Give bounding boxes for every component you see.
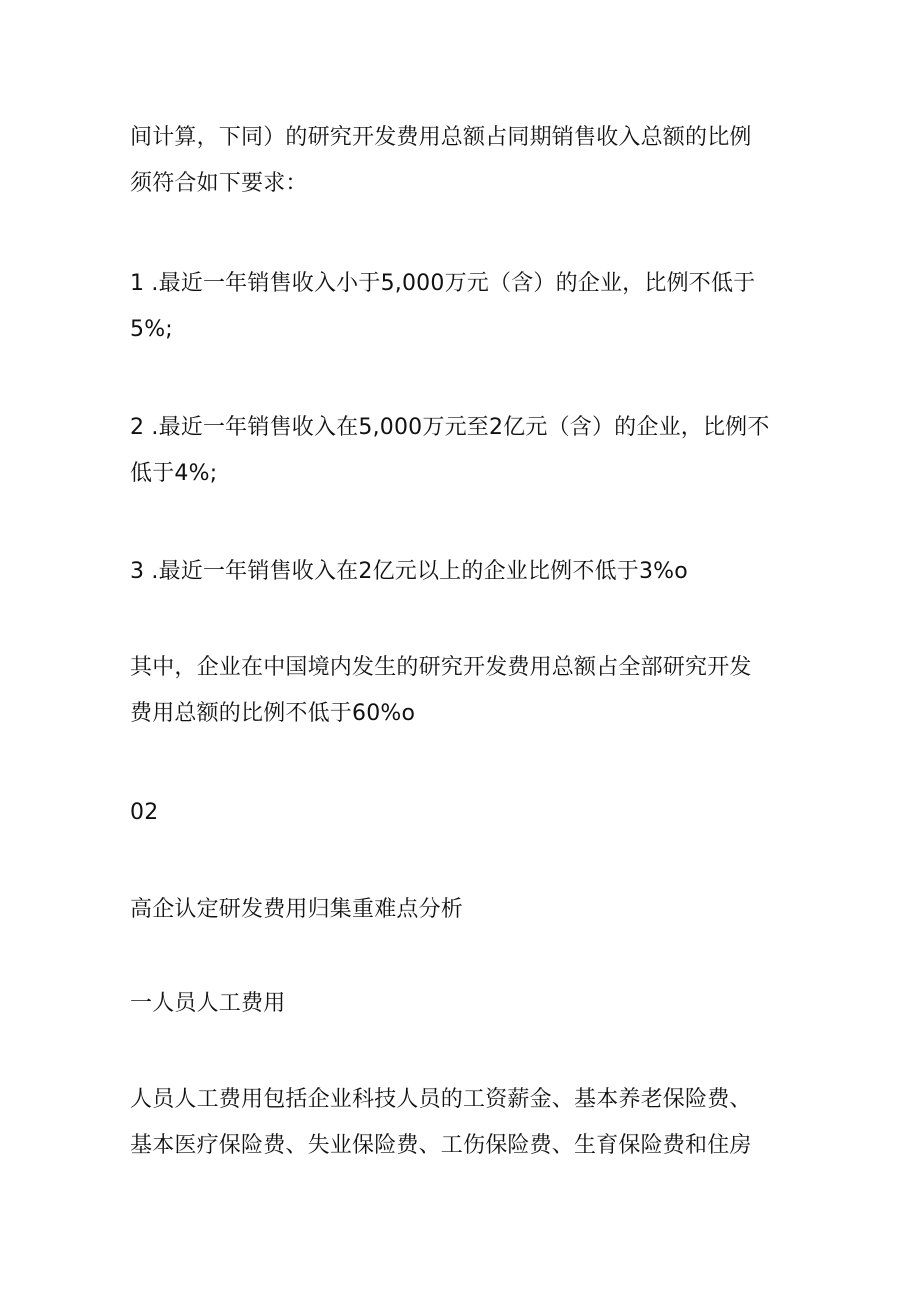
requirement-3	[130, 549, 810, 595]
requirement-2	[130, 405, 810, 497]
text-line: 其中，企业在中国境内发生的研究开发费用总额占全部研究开发	[130, 655, 752, 680]
text-line: 5%;	[130, 317, 173, 342]
text-line: 一人员人工费用	[130, 991, 286, 1016]
labor-cost-paragraph	[130, 1077, 810, 1169]
text-line: 2 .最近一年销售收入在5,000万元至2亿元（含）的企业，比例不	[130, 415, 770, 440]
text-line: 高企认定研发费用归集重难点分析	[130, 897, 464, 922]
text-line: 低于4%;	[130, 461, 218, 486]
text-line: 间计算，下同）的研究开发费用总额占同期销售收入总额的比例	[130, 125, 752, 150]
text-line: 1 .最近一年销售收入小于5,000万元（含）的企业，比例不低于	[130, 271, 756, 296]
intro-paragraph	[130, 115, 810, 207]
section-number	[130, 790, 810, 836]
text-line: 基本医疗保险费、失业保险费、工伤保险费、生育保险费和住房	[130, 1133, 752, 1158]
text-line: 3 .最近一年销售收入在2亿元以上的企业比例不低于3%o	[130, 559, 688, 584]
text-line: 02	[130, 800, 159, 825]
text-line: 费用总额的比例不低于60%o	[130, 701, 416, 726]
subsection-title	[130, 981, 810, 1027]
text-line: 须符合如下要求：	[130, 171, 308, 196]
requirement-1	[130, 261, 810, 353]
domestic-ratio-paragraph	[130, 645, 810, 737]
section-title	[130, 887, 810, 933]
text-line: 人员人工费用包括企业科技人员的工资薪金、基本养老保险费、	[130, 1087, 752, 1112]
